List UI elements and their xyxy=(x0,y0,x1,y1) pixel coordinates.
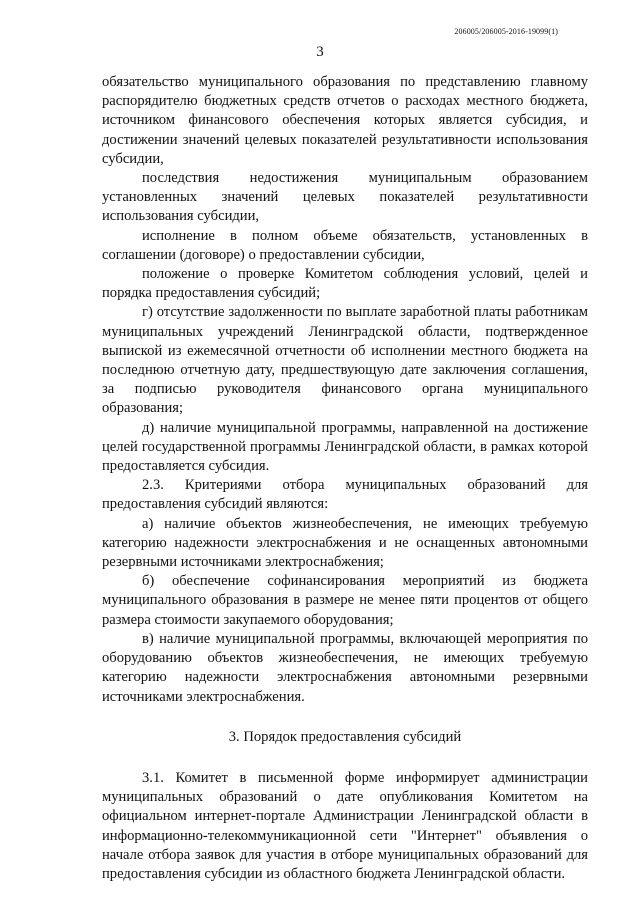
document-id: 206005/206005-2016-19099(1) xyxy=(454,27,558,36)
paragraph-criterion-a: а) наличие объектов жизнеобеспечения, не имеющих требуемую категорию надежности электроснабжения и не оснащенных автономными резервными источниками электроснабжения; xyxy=(102,515,588,571)
paragraph-obligation-reporting: обязательство муниципального образования по представлению главному распорядителю бюджетных средств отчетов о расходах местного бюджета, источником финансового обеспечения которых является субсидия, и достижении значений целевых показателей результативности использования субсидии, xyxy=(102,74,588,167)
paragraph-fulfillment: исполнение в полном объеме обязательств, установленных в соглашении (договоре) о предоставлении субсидии, xyxy=(102,227,588,263)
paragraph-3-1: 3.1. Комитет в письменной форме информирует администрации муниципальных образований о дате опубликования Комитетом на официальном интернет-портале Администрации Ленинградской области в информационно-телекоммуникационной сети "Интернет" объявления о начале отбора заявок для участия в отборе муниципальных образований для предоставления субсидии из областного бюджета Ленинградской области. xyxy=(102,769,588,882)
paragraph-item-d: д) наличие муниципальной программы, направленной на достижение целей государственной программы Ленинградской области, в рамках которой предоставляется субсидия. xyxy=(102,419,588,475)
paragraph-consequences: последствия недостижения муниципальным образованием установленных значений целевых показателей результативности использования субсидии, xyxy=(102,170,588,225)
paragraph-item-g: г) отсутствие задолженности по выплате заработной платы работникам муниципальных учреждений Ленинградской области, подтвержденное выпиской из ежемесячной отчетности об исполнении местного бюджета на последнюю отчетную дату, предшествующую дате заключения соглашения, за подписью руководителя финансового органа муниципального образования; xyxy=(102,304,588,417)
paragraph-criterion-v: в) наличие муниципальной программы, включающей мероприятия по оборудованию объектов жизнеобеспечения, не имеющих требуемую категорию надежности электроснабжения автономными резервными источниками электроснабжения. xyxy=(102,630,588,705)
document-body xyxy=(102,73,588,884)
section-heading: 3. Порядок предоставления субсидий xyxy=(228,728,462,745)
paragraph-criteria: 2.3. Критериями отбора муниципальных образований для предоставления субсидий являются: xyxy=(102,477,588,513)
paragraph-verification: положение о проверке Комитетом соблюдения условий, целей и порядка предоставления субсидий; xyxy=(102,266,588,302)
paragraph-criterion-b: б) обеспечение софинансирования мероприятий из бюджета муниципального образования в размере не менее пяти процентов от общего размера стоимости закупаемого оборудования; xyxy=(102,573,588,628)
page-number: 3 xyxy=(316,44,324,60)
